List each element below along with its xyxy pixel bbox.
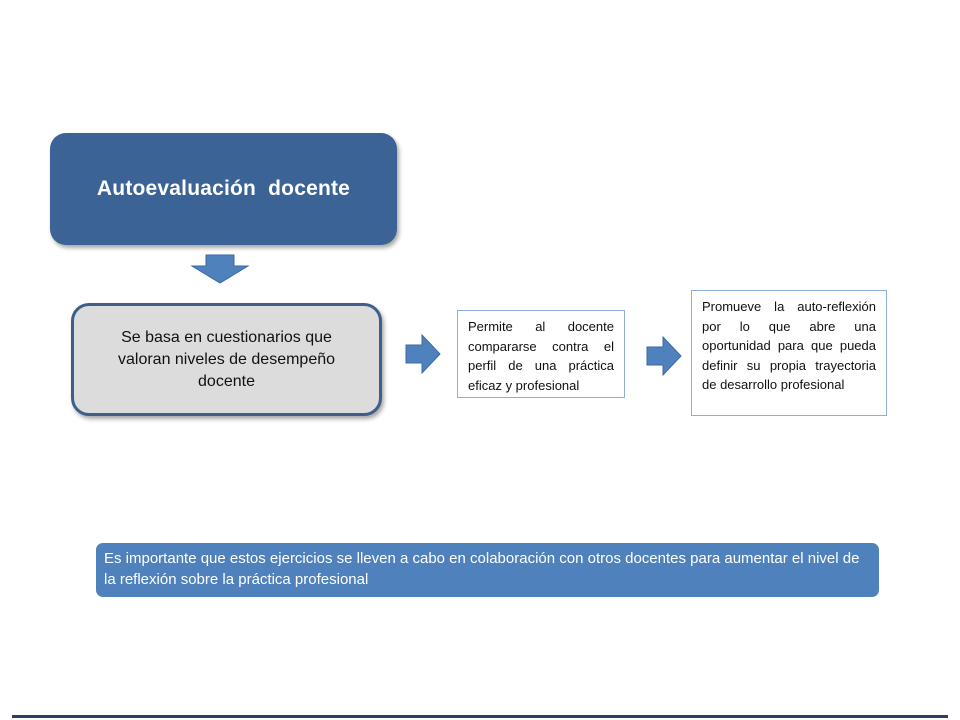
diagram-title: Autoevaluación docente — [96, 177, 351, 200]
note-box — [96, 543, 879, 597]
basis-text: Se basa en cuestionarios que valoran niveles de desempeño docente — [117, 328, 336, 390]
note-text: Es importante que estos ejercicios se lleven a cabo en colaboración con otros docentes para aumentar el nivel de la reflexión sobre la práctica profesional — [104, 550, 860, 588]
compare-box — [457, 310, 625, 398]
arrow-right-icon — [646, 336, 682, 376]
footer-rule — [12, 715, 948, 718]
arrow-down-icon — [191, 254, 249, 284]
promote-text: Promueve la auto-reflexión por lo que abre una oportunidad para que pueda definir su propia trayectoria de desarrollo profesional — [702, 299, 876, 392]
arrow-right-icon — [405, 334, 441, 374]
title-box — [50, 133, 397, 245]
basis-box — [71, 303, 382, 416]
compare-text: Permite al docente compararse contra el perfil de una práctica eficaz y profesional — [468, 319, 614, 393]
promote-box — [691, 290, 887, 416]
